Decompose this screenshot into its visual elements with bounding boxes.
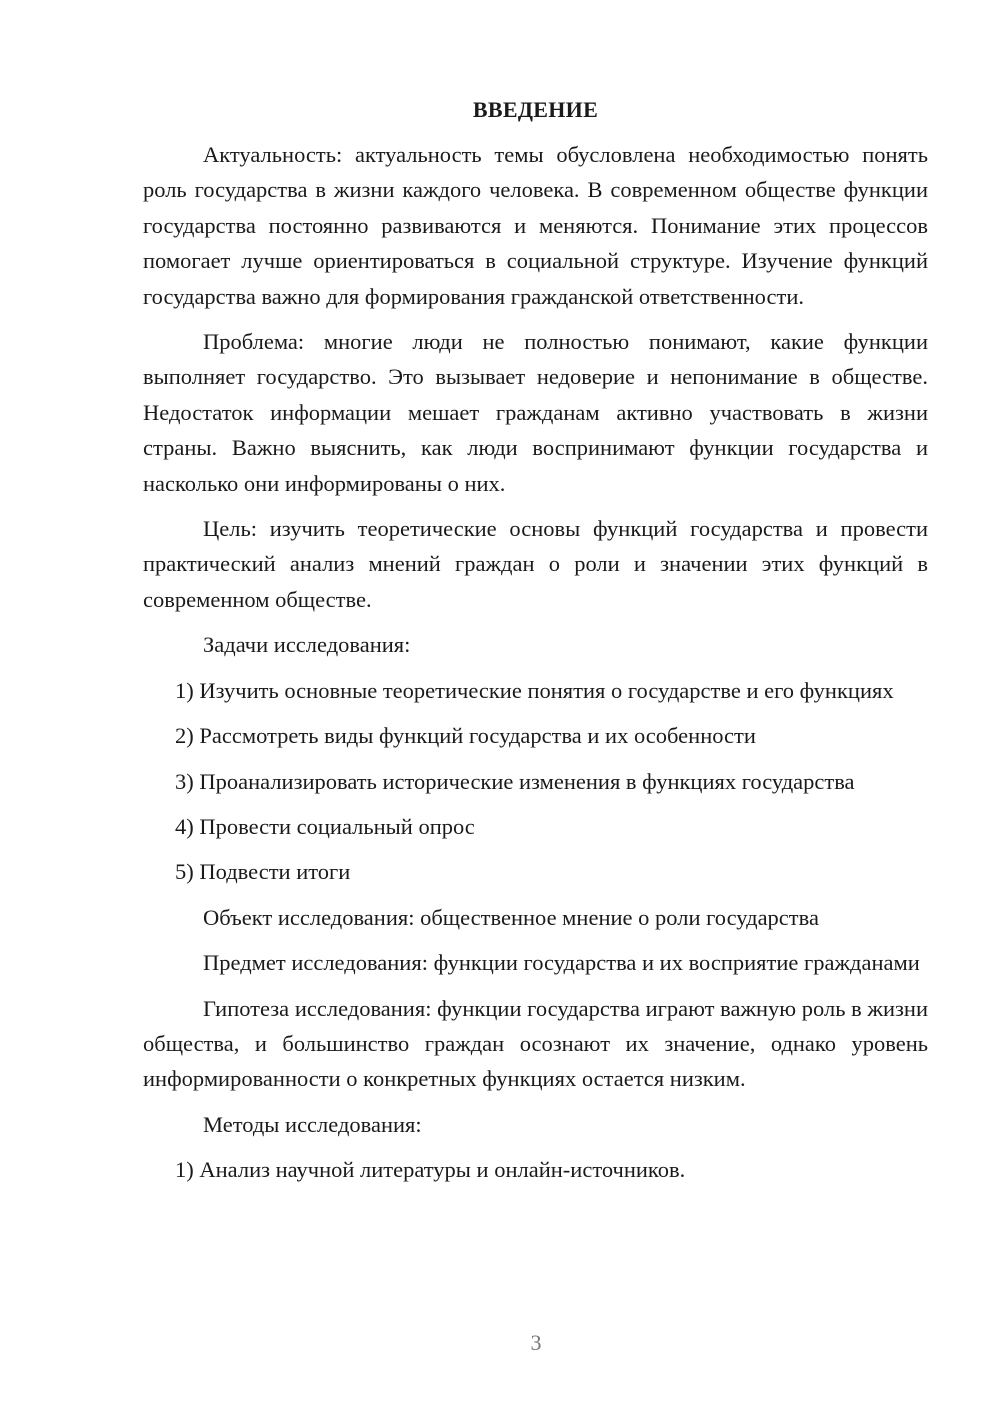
task-item-4: 4) Провести социальный опрос	[175, 813, 475, 839]
task-item-3: 3) Проанализировать исторические изменения в функциях государства	[175, 768, 855, 794]
research-object: Объект исследования: общественное мнение о роли государства	[203, 904, 819, 930]
methods-heading: Методы исследования:	[203, 1111, 422, 1137]
page-number: 3	[530, 1330, 542, 1355]
task-item-2: 2) Рассмотреть виды функций государства и их особенности	[175, 723, 756, 749]
page-title: ВВЕДЕНИЕ	[472, 97, 599, 122]
research-subject: Предмет исследования: функции государства и их восприятие гражданами	[203, 950, 920, 976]
problem-paragraph: Проблема: многие люди не полностью понимают, какие функции выполняет государство. Это вызывает недоверие и непонимание в обществе. Недостаток информации мешает гражданам активно участвовать в жизни страны. Важно выяснить, как люди воспринимают функции государства и насколько они информированы о них.	[143, 329, 928, 496]
goal-paragraph: Цель: изучить теоретические основы функций государства и провести практический анализ мнений граждан о роли и значении этих функций в современном обществе.	[143, 516, 928, 612]
relevance-paragraph: Актуальность: актуальность темы обусловлена необходимостью понять роль государства в жизни каждого человека. В современном обществе функции государства постоянно развиваются и меняются. Понимание этих процессов помогает лучше ориентироваться в социальной структуре. Изучение функций государства важно для формирования гражданской ответственности.	[143, 142, 928, 309]
page-content	[143, 92, 928, 1198]
tasks-heading: Задачи исследования:	[203, 632, 411, 658]
task-item-5: 5) Подвести итоги	[175, 859, 351, 885]
task-item-1: 1) Изучить основные теоретические понятия о государстве и его функциях	[175, 677, 894, 703]
research-hypothesis: Гипотеза исследования: функции государства играют важную роль в жизни общества, и большинство граждан осознают их значение, однако уровень информированности о конкретных функциях остается низким.	[143, 995, 928, 1092]
method-item-1: 1) Анализ научной литературы и онлайн-источников.	[175, 1157, 686, 1183]
